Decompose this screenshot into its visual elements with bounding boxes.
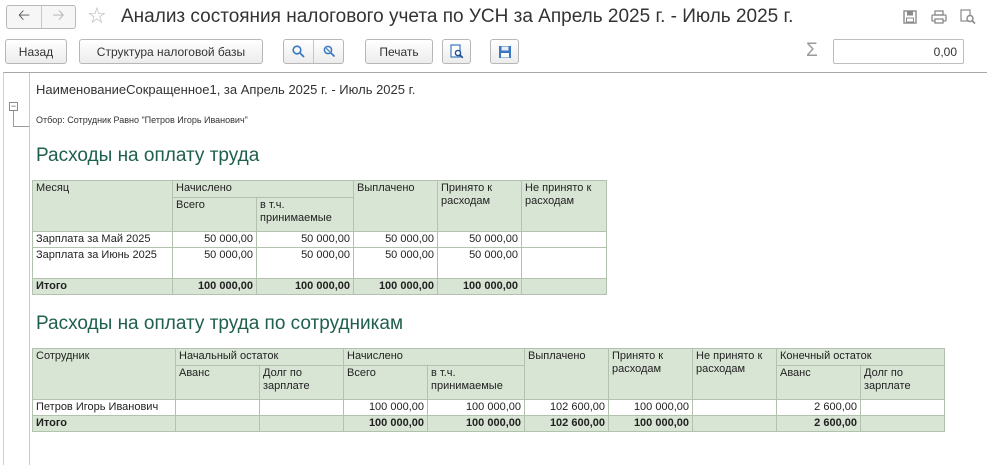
command-bar bbox=[0, 37, 987, 67]
cell-incl: 50 000,00 bbox=[257, 248, 354, 279]
report-header: НаименованиеСокращенное1, за Апрель 2025 г. - Июль 2025 г. bbox=[36, 82, 416, 97]
collapse-group-icon[interactable]: − bbox=[10, 101, 17, 111]
cell-paid: 102 600,00 bbox=[525, 400, 609, 416]
cell-not-accepted bbox=[522, 248, 607, 279]
section-title-labor-by-employee: Расходы на оплату труда по сотрудникам bbox=[36, 313, 404, 334]
totals-row[interactable] bbox=[33, 279, 607, 295]
table-row[interactable] bbox=[33, 400, 945, 416]
totals-row[interactable] bbox=[33, 416, 945, 432]
col-not-accepted: Не принято к расходам bbox=[522, 181, 607, 232]
save-floppy-icon[interactable] bbox=[490, 39, 519, 64]
cell-employee: Петров Игорь Иванович bbox=[33, 400, 176, 416]
col-opening-advance: Аванс bbox=[176, 366, 260, 400]
back-button[interactable]: Назад bbox=[5, 39, 67, 64]
history-nav bbox=[6, 5, 76, 29]
report-filter: Отбор: Сотрудник Равно "Петров Игорь Иванович" bbox=[36, 115, 248, 125]
cell-accepted: 100 000,00 bbox=[609, 416, 693, 432]
col-accrued-total: Всего bbox=[344, 366, 428, 400]
cell-accepted: 100 000,00 bbox=[609, 400, 693, 416]
cell-open-debt bbox=[260, 416, 344, 432]
cell-not-accepted bbox=[522, 232, 607, 248]
col-closing: Конечный остаток bbox=[777, 349, 945, 366]
search-icon[interactable] bbox=[284, 40, 313, 63]
table-row[interactable] bbox=[33, 232, 607, 248]
cell-accepted: 50 000,00 bbox=[438, 248, 522, 279]
search-reset-icon[interactable] bbox=[313, 40, 343, 63]
cell-open-debt bbox=[260, 400, 344, 416]
cell-open-advance bbox=[176, 416, 260, 432]
cell-close-advance: 2 600,00 bbox=[777, 416, 861, 432]
cell-total: 50 000,00 bbox=[173, 232, 257, 248]
search-button-group bbox=[283, 39, 344, 64]
col-month: Месяц bbox=[33, 181, 173, 232]
cell-close-advance: 2 600,00 bbox=[777, 400, 861, 416]
table-row[interactable] bbox=[33, 248, 607, 279]
cell-close-debt bbox=[861, 400, 945, 416]
col-closing-debt: Долг по зарплате bbox=[861, 366, 945, 400]
cell-total: 100 000,00 bbox=[173, 279, 257, 295]
cell-not-accepted bbox=[522, 279, 607, 295]
cell-open-advance bbox=[176, 400, 260, 416]
cell-not-accepted bbox=[693, 400, 777, 416]
col-accepted: Принято к расходам bbox=[609, 349, 693, 400]
cell-paid: 100 000,00 bbox=[354, 279, 438, 295]
save-doc-icon[interactable] bbox=[900, 7, 920, 27]
col-accrued-total: Всего bbox=[173, 198, 257, 232]
col-closing-advance: Аванс bbox=[777, 366, 861, 400]
cell-paid: 50 000,00 bbox=[354, 232, 438, 248]
sigma-icon: Σ bbox=[806, 40, 818, 61]
cell-incl: 100 000,00 bbox=[428, 400, 525, 416]
cell-total-label: Итого bbox=[33, 279, 173, 295]
cell-paid: 50 000,00 bbox=[354, 248, 438, 279]
cell-total: 100 000,00 bbox=[344, 400, 428, 416]
col-accrued-incl: в т.ч. принимаемые bbox=[257, 198, 354, 232]
col-accrued-incl: в т.ч. принимаемые bbox=[428, 366, 525, 400]
col-accrued: Начислено bbox=[344, 349, 525, 366]
col-paid: Выплачено bbox=[354, 181, 438, 232]
title-bar bbox=[0, 0, 987, 34]
col-not-accepted: Не принято к расходам bbox=[693, 349, 777, 400]
group-gutter bbox=[29, 73, 30, 465]
cell-total-label: Итого bbox=[33, 416, 176, 432]
cell-month: Зарплата за Июнь 2025 bbox=[33, 248, 173, 279]
labor-by-employee-table bbox=[32, 348, 945, 432]
cell-total: 50 000,00 bbox=[173, 248, 257, 279]
cell-paid: 102 600,00 bbox=[525, 416, 609, 432]
cell-not-accepted bbox=[693, 416, 777, 432]
cell-close-debt bbox=[861, 416, 945, 432]
cell-total: 100 000,00 bbox=[344, 416, 428, 432]
col-accepted: Принято к расходам bbox=[438, 181, 522, 232]
back-arrow-icon[interactable]: 🡠 bbox=[17, 6, 31, 24]
col-accrued: Начислено bbox=[173, 181, 354, 198]
print-button[interactable]: Печать bbox=[365, 39, 433, 64]
tax-base-structure-button[interactable]: Структура налоговой базы bbox=[79, 39, 263, 64]
window-title: Анализ состояния налогового учета по УСН за Апрель 2025 г. - Июль 2025 г. bbox=[121, 6, 794, 27]
col-employee: Сотрудник bbox=[33, 349, 176, 400]
cell-month: Зарплата за Май 2025 bbox=[33, 232, 173, 248]
section-title-labor-expenses: Расходы на оплату труда bbox=[36, 145, 260, 166]
cell-incl: 100 000,00 bbox=[428, 416, 525, 432]
col-opening: Начальный остаток bbox=[176, 349, 344, 366]
cell-incl: 50 000,00 bbox=[257, 232, 354, 248]
sum-field[interactable]: 0,00 bbox=[833, 39, 964, 64]
col-paid: Выплачено bbox=[525, 349, 609, 400]
preview-icon[interactable] bbox=[442, 39, 471, 64]
col-opening-debt: Долг по зарплате bbox=[260, 366, 344, 400]
favorite-star-icon[interactable]: ☆ bbox=[87, 3, 107, 28]
cell-accepted: 50 000,00 bbox=[438, 232, 522, 248]
cell-incl: 100 000,00 bbox=[257, 279, 354, 295]
group-bracket bbox=[13, 111, 29, 127]
printer-icon[interactable] bbox=[929, 7, 949, 27]
labor-expenses-table bbox=[32, 180, 607, 295]
cell-accepted: 100 000,00 bbox=[438, 279, 522, 295]
find-icon[interactable] bbox=[958, 7, 978, 27]
forward-arrow-icon[interactable]: 🡢 bbox=[41, 6, 75, 28]
